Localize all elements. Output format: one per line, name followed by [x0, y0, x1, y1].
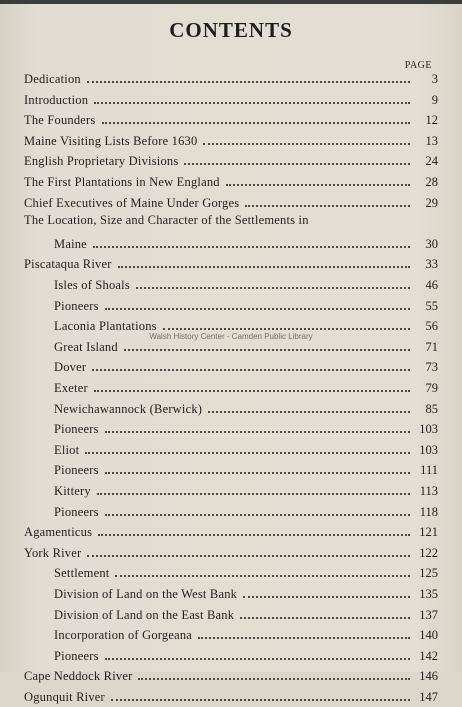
toc-entry-label: Maine Visiting Lists Before 1630 — [24, 133, 198, 148]
toc-entry-label: Isles of Shoals — [54, 278, 130, 292]
dot-leader — [208, 399, 410, 413]
toc-entry — [24, 522, 438, 542]
toc-entry — [24, 110, 438, 130]
toc-entry-label: Pioneers — [54, 422, 99, 437]
dot-leader — [105, 460, 410, 474]
toc-entry-page-number: 33 — [425, 257, 438, 272]
dot-leader — [93, 234, 410, 248]
toc-entry-page-number: 12 — [425, 113, 438, 128]
dot-leader — [97, 481, 410, 495]
toc-entry-label: Kittery — [54, 484, 91, 498]
toc-entry-label: English Proprietary Divisions — [24, 154, 179, 169]
toc-entry — [24, 605, 438, 625]
toc-entry — [24, 172, 438, 192]
dot-leader — [105, 502, 410, 516]
dot-leader — [138, 666, 410, 680]
toc-entry-label: The Location, Size and Character of the Settlements in — [24, 213, 309, 228]
toc-entry-page-number: 85 — [425, 401, 438, 416]
dot-leader — [105, 646, 410, 660]
toc-entry-label: Pioneers — [54, 648, 99, 663]
toc-entry-page-number: 9 — [431, 92, 438, 107]
dot-leader — [243, 584, 410, 598]
toc-entry — [24, 151, 438, 171]
toc-entry-label: Exeter — [54, 381, 88, 395]
toc-entry-page-number: 73 — [425, 360, 438, 375]
toc-entry — [24, 481, 438, 501]
toc-entry — [24, 543, 438, 563]
toc-entry — [24, 460, 438, 480]
toc-entry-label: Maine — [54, 236, 87, 251]
toc-entry-page-number: 103 — [419, 442, 438, 457]
dot-leader — [163, 316, 410, 330]
toc-entry-wrapped-line — [24, 213, 438, 233]
dot-leader — [102, 110, 411, 124]
toc-entry-label: Introduction — [24, 92, 89, 107]
toc-entry-page-number: 79 — [425, 381, 438, 395]
toc-entry-page-number: 30 — [425, 236, 438, 251]
page-column-header: PAGE — [404, 60, 432, 71]
toc-entry-label: Newichawannock (Berwick) — [54, 401, 203, 416]
toc-entry-page-number: 147 — [419, 690, 438, 704]
toc-entry-label: Incorporation of Gorgeana — [54, 628, 193, 643]
toc-entry — [24, 69, 438, 89]
page-top-edge — [0, 0, 462, 4]
dot-leader — [87, 69, 410, 83]
toc-entry-page-number: 28 — [425, 175, 438, 189]
toc-entry — [24, 625, 438, 645]
toc-entry — [24, 90, 438, 110]
toc-entry — [24, 419, 438, 439]
toc-entry-page-number: 137 — [419, 607, 438, 622]
dot-leader — [94, 378, 410, 392]
toc-entry-page-number: 111 — [420, 463, 438, 478]
toc-entry — [24, 440, 438, 460]
dot-leader — [184, 151, 410, 165]
toc-entry-label: The Founders — [24, 113, 96, 128]
toc-entry-label: Chief Executives of Maine Under Gorges — [24, 195, 240, 210]
toc-entry — [24, 193, 438, 213]
toc-entry — [24, 646, 438, 666]
dot-leader — [136, 275, 410, 289]
dot-leader — [240, 605, 410, 619]
watermark: Walsh History Center - Camden Public Library — [149, 332, 313, 341]
toc-entry-label: Agamenticus — [24, 525, 93, 540]
toc-entry-label: Dover — [54, 360, 87, 375]
dot-leader — [105, 419, 410, 433]
toc-entry-page-number: 46 — [425, 278, 438, 292]
dot-leader — [115, 563, 410, 577]
dot-leader — [118, 254, 410, 268]
toc-entry-page-number: 113 — [419, 484, 438, 498]
toc-entry — [24, 234, 438, 254]
toc-entry — [24, 357, 438, 377]
toc-entry-label: Cape Neddock River — [24, 669, 133, 684]
toc-entry-page-number: 122 — [419, 545, 438, 560]
toc-entry-page-number: 56 — [425, 319, 438, 334]
toc-entry-page-number: 121 — [419, 525, 438, 540]
dot-leader — [98, 522, 410, 536]
dot-leader — [226, 172, 410, 186]
dot-leader — [245, 193, 410, 207]
dot-leader — [94, 90, 410, 104]
dot-leader — [87, 543, 410, 557]
toc-entry-page-number: 103 — [419, 422, 438, 437]
toc-entry — [24, 296, 438, 316]
toc-entry-label: Division of Land on the West Bank — [54, 587, 238, 601]
page-title: CONTENTS — [169, 18, 293, 42]
toc-entry-page-number: 140 — [419, 628, 438, 643]
toc-entry-page-number: 125 — [419, 566, 438, 581]
toc-entry-page-number: 71 — [425, 339, 438, 354]
toc-entry-label: York River — [24, 545, 82, 560]
toc-entry-page-number: 24 — [425, 154, 438, 169]
toc-entry-label: Eliot — [54, 442, 80, 457]
toc-entry — [24, 254, 438, 274]
toc-entry-page-number: 13 — [425, 133, 438, 148]
dot-leader — [203, 131, 410, 145]
toc-entry — [24, 584, 438, 604]
toc-entry-label: Dedication — [24, 72, 81, 86]
toc-entry-label: Great Island — [54, 339, 118, 354]
toc-entry-page-number: 135 — [419, 587, 438, 601]
toc-entry-label: The First Plantations in New England — [24, 175, 220, 189]
toc-entry-label: Pioneers — [54, 463, 99, 478]
dot-leader — [198, 625, 410, 639]
toc-entry-label: Pioneers — [54, 298, 99, 313]
toc-entry — [24, 687, 438, 707]
toc-entry-label: Pioneers — [54, 504, 99, 519]
toc-entry-label: Settlement — [54, 566, 110, 581]
toc-entry-page-number: 55 — [425, 298, 438, 313]
toc-entry-page-number: 118 — [419, 504, 438, 519]
toc-entry-label: Ogunquit River — [24, 690, 105, 704]
toc-entry-label: Laconia Plantations — [54, 319, 157, 334]
toc-entry — [24, 563, 438, 583]
toc-entry — [24, 378, 438, 398]
toc-entry-label: Division of Land on the East Bank — [54, 607, 235, 622]
dot-leader — [111, 687, 410, 701]
toc-entry — [24, 502, 438, 522]
toc-entry-label: Piscataqua River — [24, 257, 112, 272]
toc-entry-page-number: 146 — [419, 669, 438, 684]
toc-entry — [24, 275, 438, 295]
dot-leader — [92, 357, 410, 371]
toc-entry-page-number: 3 — [431, 72, 438, 86]
toc-entry-page-number: 29 — [425, 195, 438, 210]
dot-leader — [85, 440, 410, 454]
toc-entry — [24, 666, 438, 686]
toc-entry-page-number: 142 — [419, 648, 438, 663]
toc-entry — [24, 399, 438, 419]
toc-entry — [24, 131, 438, 151]
dot-leader — [105, 296, 410, 310]
